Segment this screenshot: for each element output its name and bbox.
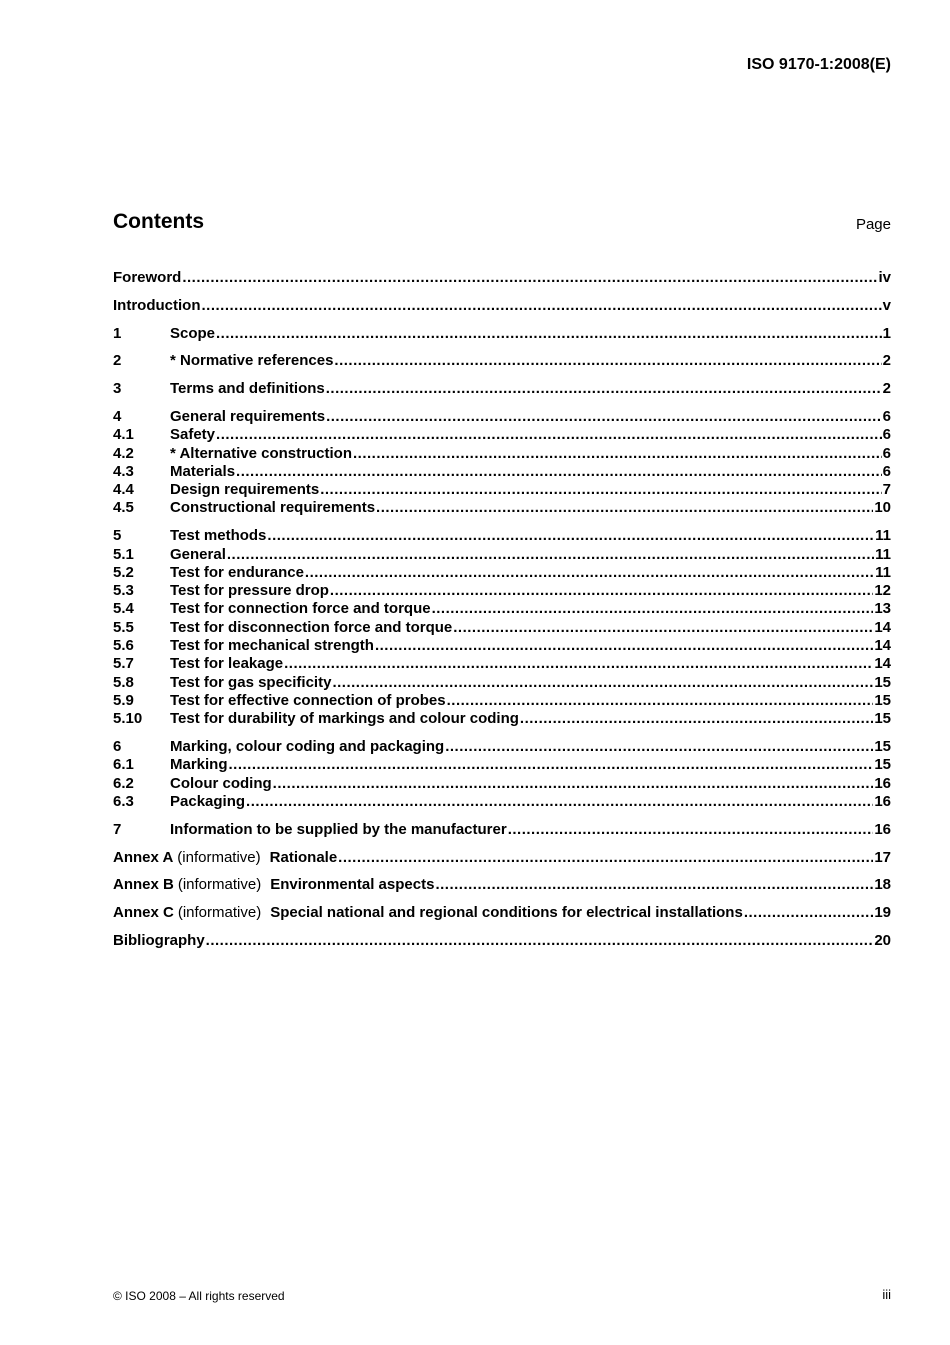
page-column-label: Page [855,216,891,233]
toc-entry-number: 4 [113,407,122,425]
toc-entry-title[interactable]: Marking, colour coding and packaging [170,738,445,756]
toc-entry[interactable] [113,655,891,673]
annex-title[interactable]: Environmental aspects [270,876,435,894]
toc-entry-page: 6 [882,407,891,425]
toc-entry-number: 5.5 [113,618,134,636]
page-number: iii [882,1287,891,1302]
toc-entry-title[interactable]: General requirements [170,407,326,425]
dot-leader [284,655,873,673]
toc-entry[interactable] [113,692,891,710]
annex-title[interactable]: Rationale [269,848,338,866]
annex-label: Annex A [113,848,174,866]
dot-leader [453,619,873,637]
toc-entry[interactable] [113,738,891,756]
toc-entry[interactable] [113,352,891,370]
annex-title[interactable]: Special national and regional conditions for electrical installations [270,904,743,922]
dot-leader [182,269,877,287]
toc-entry[interactable] [113,821,891,839]
toc-entry-page: 11 [875,545,891,563]
toc-entry[interactable] [113,481,891,499]
toc-entry-page: 1 [882,324,891,342]
annex-label: Annex B [113,876,174,894]
toc-entry-number: 1 [113,324,122,342]
toc-entry-page: 2 [882,380,891,398]
dot-leader [206,932,874,950]
toc-entry-title[interactable]: Test for pressure drop [170,582,329,600]
dot-leader [435,876,873,894]
toc-entry-number: 5.1 [113,545,134,563]
toc-entry-title[interactable]: Design requirements [170,481,320,499]
annex-page: 18 [874,876,891,894]
dot-leader [267,527,874,545]
toc-entry-page: 7 [882,481,891,499]
table-of-contents [113,269,891,950]
toc-entry-page: 15 [874,673,891,691]
toc-entry[interactable] [113,619,891,637]
bibliography-title[interactable]: Bibliography [113,931,205,949]
toc-entry[interactable] [113,408,891,426]
document-id: ISO 9170-1:2008(E) [746,56,891,73]
toc-entry[interactable] [113,546,891,564]
toc-entry-page: 10 [874,499,891,517]
toc-entry-title[interactable]: Constructional requirements [170,499,376,517]
dot-leader [216,426,882,444]
dot-leader [229,756,874,774]
toc-entry[interactable] [113,710,891,728]
toc-entry-title[interactable]: Test for disconnection force and torque [170,618,453,636]
toc-entry[interactable] [113,775,891,793]
toc-entry-title[interactable]: Test for mechanical strength [170,637,374,655]
toc-entry-title[interactable]: Test for durability of markings and colour coding [170,710,519,728]
toc-entry-number: 5.9 [113,691,134,709]
toc-entry-title[interactable]: Test for connection force and torque [170,600,431,618]
toc-entry-number: 2 [113,352,122,370]
toc-entry[interactable] [113,499,891,517]
toc-entry[interactable] [113,380,891,398]
dot-leader [508,821,874,839]
toc-entry-number: 4.4 [113,481,134,499]
toc-entry[interactable] [113,582,891,600]
toc-entry-page: 2 [882,352,891,370]
toc-entry-title[interactable]: Test methods [170,527,267,545]
toc-entry-page: 11 [875,563,891,581]
toc-entry-page: iv [878,269,891,286]
toc-entry-number: 5.3 [113,582,134,600]
dot-leader [326,380,882,398]
dot-leader [375,637,873,655]
dot-leader [326,408,882,426]
toc-entry-page: 12 [874,582,891,600]
toc-entry-title[interactable]: Test for leakage [170,655,284,673]
toc-entry[interactable] [113,674,891,692]
toc-entry-page: 14 [874,637,891,655]
dot-leader [305,564,874,582]
dot-leader [320,481,881,499]
dot-leader [273,775,874,793]
toc-entry-title[interactable]: Packaging [170,792,246,810]
toc-entry-page: 6 [882,462,891,480]
toc-entry-title[interactable]: Test for endurance [170,563,304,581]
annex-type: (informative) [177,876,262,894]
toc-entry-number: 5.10 [113,710,143,728]
toc-entry[interactable] [113,637,891,655]
toc-entry-number: 6 [113,738,122,756]
dot-leader [216,325,882,343]
toc-entry-title[interactable]: Test for gas specificity [170,673,332,691]
toc-entry-title[interactable]: Safety [170,426,216,444]
toc-entry[interactable] [113,445,891,463]
toc-entry[interactable] [113,564,891,582]
toc-entry-number: 5.7 [113,655,134,673]
toc-entry-number: 4.1 [113,426,134,444]
annex-type: (informative) [177,904,262,922]
toc-entry-title[interactable]: Colour coding [170,774,272,792]
toc-entry[interactable] [113,527,891,545]
toc-entry[interactable] [113,325,891,343]
toc-entry[interactable] [113,793,891,811]
toc-entry-page: 11 [875,527,891,545]
annex-page: 19 [874,904,891,922]
toc-entry-number: 7 [113,820,122,838]
dot-leader [447,692,874,710]
toc-entry-page: v [882,296,891,314]
dot-leader [246,793,873,811]
toc-entry-number: 5.4 [113,600,134,618]
toc-annex-entry[interactable] [113,849,891,867]
contents-heading: Contents [113,210,204,233]
toc-entry[interactable] [113,756,891,774]
dot-leader [520,710,873,728]
bibliography-page: 20 [874,931,891,949]
dot-leader [338,849,873,867]
toc-entry-title[interactable]: * Normative references [170,352,334,370]
toc-entry-number: 5 [113,527,122,545]
annex-label: Annex C [113,904,174,922]
toc-entry-number: 6.3 [113,792,134,810]
toc-entry[interactable] [113,600,891,618]
dot-leader [353,445,882,463]
toc-entry[interactable] [113,463,891,481]
toc-bibliography-entry[interactable] [113,932,891,950]
toc-entry-title[interactable]: Marking [170,756,228,774]
annex-type: (informative) [177,848,261,866]
toc-entry-title[interactable]: * Alternative construction [170,444,352,462]
toc-entry-page: 14 [874,618,891,636]
toc-entry-number: 3 [113,380,122,398]
toc-entry-page: 6 [882,426,891,444]
toc-entry[interactable] [113,297,891,315]
toc-entry-number: 5.8 [113,673,134,691]
copyright-notice: © ISO 2008 – All rights reserved [113,1289,285,1303]
dot-leader [227,546,874,564]
toc-entry-page: 14 [874,655,891,673]
dot-leader [334,352,881,370]
toc-entry-number: 5.2 [113,563,134,581]
annex-page: 17 [874,848,891,866]
toc-entry-page: 16 [874,820,891,838]
toc-entry[interactable] [113,426,891,444]
toc-entry-page: 16 [874,774,891,792]
toc-entry-title[interactable]: Materials [170,462,236,480]
dot-leader [432,600,874,618]
toc-entry-title[interactable]: Test for effective connection of probes [170,691,446,709]
toc-entry-page: 15 [874,691,891,709]
toc-entry-page: 15 [874,738,891,756]
toc-entry-page: 6 [882,444,891,462]
toc-annex-entry[interactable] [113,876,891,894]
toc-entry-title[interactable]: Information to be supplied by the manufacturer [170,820,507,838]
toc-entry-page: 16 [874,792,891,810]
toc-entry-page: 15 [874,710,891,728]
dot-leader [201,297,881,315]
toc-entry-number: 6.2 [113,774,134,792]
toc-annex-entry[interactable] [113,904,891,922]
toc-entry-number: 4.2 [113,444,134,462]
toc-entry-page: 15 [874,756,891,774]
dot-leader [445,738,873,756]
toc-entry-title[interactable]: General [170,545,226,563]
toc-entry-number: 4.5 [113,499,134,517]
toc-entry[interactable] [113,269,891,287]
dot-leader [376,499,873,517]
toc-entry-title[interactable]: Scope [170,324,216,342]
toc-entry-number: 5.6 [113,637,134,655]
toc-entry-title[interactable]: Terms and definitions [170,380,325,398]
dot-leader [330,582,873,600]
toc-entry-page: 13 [874,600,891,618]
dot-leader [744,904,874,922]
toc-entry-title[interactable]: Introduction [113,296,201,314]
toc-entry-number: 6.1 [113,756,134,774]
dot-leader [236,463,882,481]
toc-entry-number: 4.3 [113,462,134,480]
toc-entry-title[interactable]: Foreword [113,269,182,286]
dot-leader [332,674,873,692]
